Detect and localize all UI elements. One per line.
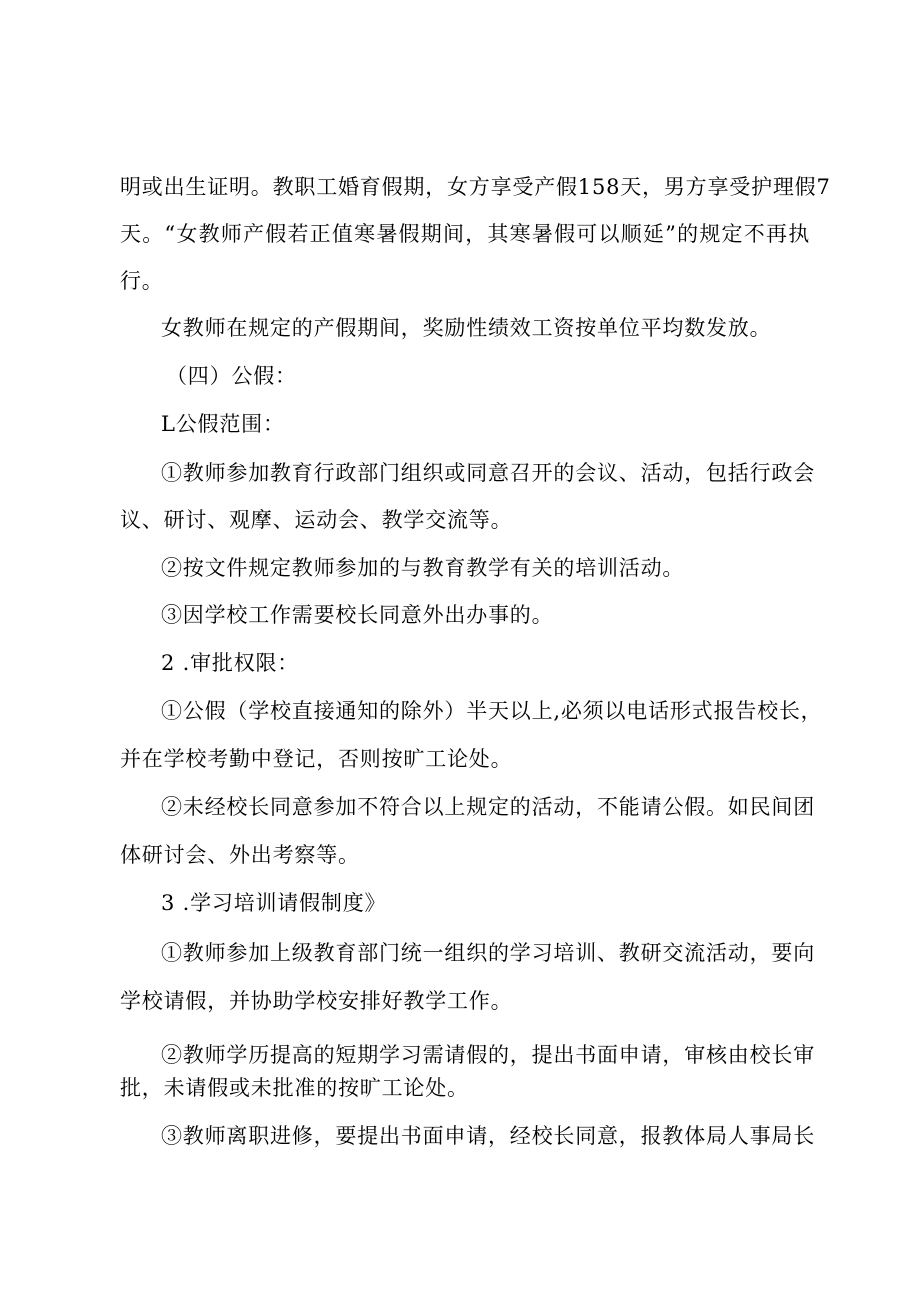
subsection-heading: L公假范围： [161, 412, 285, 436]
paragraph-line: ②按文件规定教师参加的与教育教学有关的培训活动。 [161, 556, 685, 580]
paragraph-line: 体研讨会、外出考察等。 [120, 843, 360, 867]
paragraph-line: 行。 [120, 269, 164, 293]
paragraph-line: 学校请假，并协助学校安排好教学工作。 [120, 989, 513, 1013]
paragraph-line: ③因学校工作需要校长同意外出办事的。 [161, 603, 554, 627]
paragraph-line: 明或出生证明。教职工婚育假期，女方享受产假158天，男方享受护理假7 [120, 175, 831, 199]
paragraph-line: 批，未请假或未批准的按旷工论处。 [120, 1076, 469, 1100]
paragraph-line: ③教师离职进修，要提出书面申请，经校长同意，报教体局人事局长 [161, 1124, 815, 1148]
paragraph-line: ①公假（学校直接通知的除外）半天以上,必须以电话形式报告校长， [161, 699, 823, 723]
subsection-heading: 3 .学习培训请假制度》 [161, 891, 387, 915]
paragraph-line: ①教师参加上级教育部门统一组织的学习培训、教研交流活动，要向 [161, 941, 815, 965]
paragraph-line: 女教师在规定的产假期间，奖励性绩效工资按单位平均数发放。 [161, 316, 772, 340]
subsection-heading: 2 .审批权限： [161, 651, 300, 675]
paragraph-line: 并在学校考勤中登记，否则按旷工论处。 [120, 747, 513, 771]
paragraph-line: 天。“女教师产假若正值寒暑假期间，其寒暑假可以顺延”的规定不再执 [120, 222, 810, 246]
section-heading: （四）公假： [166, 364, 297, 388]
paragraph-line: ②教师学历提高的短期学习需请假的，提出书面申请，审核由校长审 [161, 1043, 815, 1067]
paragraph-line: ②未经校长同意参加不符合以上规定的活动，不能请公假。如民间团 [161, 795, 815, 819]
paragraph-line: ①教师参加教育行政部门组织或同意召开的会议、活动，包括行政会 [161, 461, 815, 485]
paragraph-line: 议、研讨、观摩、运动会、教学交流等。 [120, 508, 513, 532]
